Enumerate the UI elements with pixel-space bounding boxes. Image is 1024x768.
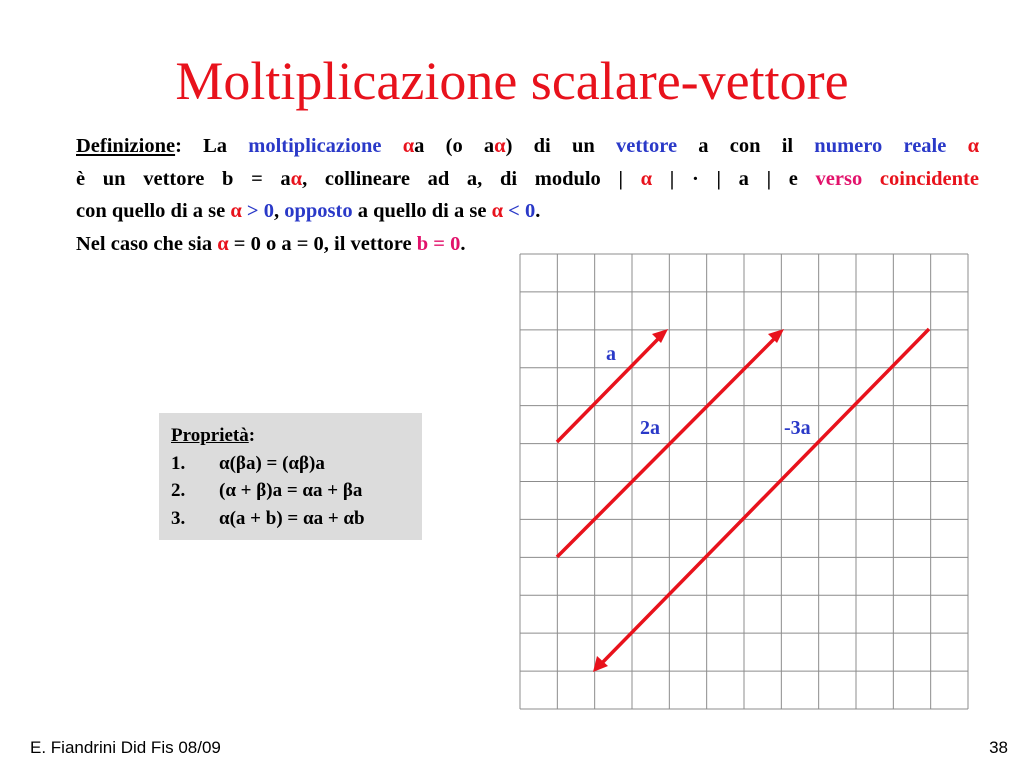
definition-text-segment: | · | a | e [652,167,816,190]
definition-text-segment: α [494,135,506,157]
property-item [171,450,422,478]
definition-text-segment: vettore [615,135,678,157]
property-text: α(βa) = (αβ)a [219,452,325,474]
definition-text-segment: α [640,167,653,190]
vector-2a-arrow [557,337,776,557]
definition-text-segment: a (o a [414,135,495,157]
definition-text-segment: < 0 [503,200,536,222]
properties-heading-colon: : [248,425,256,446]
definition-text-segment: : La [175,135,249,157]
definition-text-segment: . [535,200,541,222]
definition-text-segment: numero reale [814,135,947,157]
definition-text-segment: α [491,200,504,222]
footer-author: E. Fiandrini Did Fis 08/09 [30,738,221,757]
vector-labels [606,343,811,439]
definition-text-segment: b = 0 [416,232,461,255]
definition-text-segment: coincidente [879,167,979,190]
definition-text-segment: = 0 o a = 0, il vettore [228,232,417,255]
properties-heading: Proprietà [171,425,249,446]
vector-arrows [557,329,929,672]
definition-text-segment: moltiplicazione [248,135,382,157]
definition-text-segment: α [290,167,303,190]
definition-text-segment: α [230,200,242,222]
properties-heading-row [171,422,422,450]
definition-text-segment: , collineare ad a, di modulo | [302,167,641,190]
definition-text-segment: verso [815,167,863,190]
definition-text-segment: . [460,232,466,255]
definition-text-segment: è un vettore b = a [76,167,291,190]
definition-text-segment: α [217,232,229,255]
slide-title: Moltiplicazione scalare-vettore [175,51,849,111]
property-item [171,477,422,505]
property-number: 2. [171,480,186,501]
property-text: (α + β)a = αa + βa [219,480,363,501]
definition-text-segment: a quello di a se [352,200,492,222]
definition-text-segment: Nel caso che sia [76,232,218,255]
definition-text-segment: > 0 [241,200,274,222]
label-minus-3a: -3a [784,417,811,439]
property-text: α(a + b) = αa + αb [219,507,365,529]
properties-box [159,413,422,540]
property-number: 3. [171,507,186,529]
page-number: 38 [989,738,1008,757]
definition-text-segment: opposto [284,200,353,222]
vector-minus3a-arrow [601,329,929,664]
definition-text-segment: α [967,135,980,157]
property-number: 1. [171,452,186,474]
definition-text-segment: α [402,135,415,157]
label-2a: 2a [640,417,660,439]
definition-text-segment: con quello di a se [76,200,231,222]
property-item [171,505,422,533]
grid-lines [520,254,968,709]
label-a: a [606,343,616,365]
definition-text-segment: , [273,200,285,222]
definition-text-segment: a con il [677,135,815,157]
definition-text-segment: ) di un [505,135,616,157]
definition-text-segment: Definizione [76,135,176,157]
